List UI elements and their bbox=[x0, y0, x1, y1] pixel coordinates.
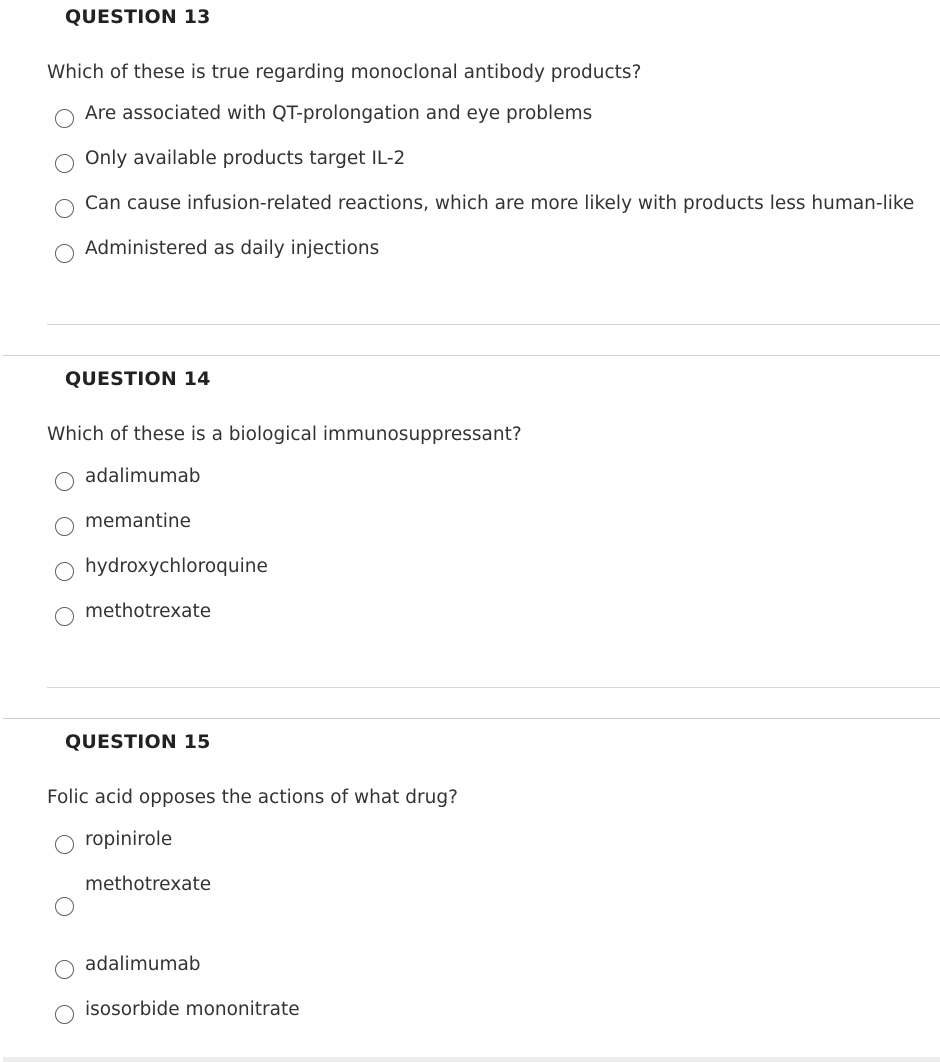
radio-button[interactable] bbox=[55, 960, 74, 979]
option-label[interactable]: isosorbide mononitrate bbox=[85, 999, 300, 1020]
option-label[interactable]: methotrexate bbox=[85, 874, 212, 895]
question-text: Folic acid opposes the actions of what drug? bbox=[47, 787, 458, 808]
question-title: QUESTION 13 bbox=[65, 6, 211, 28]
question-text: Which of these is true regarding monoclonal antibody products? bbox=[47, 62, 642, 83]
option-label[interactable]: Administered as daily injections bbox=[85, 238, 380, 259]
divider bbox=[47, 324, 940, 325]
radio-button[interactable] bbox=[55, 199, 74, 218]
question-title: QUESTION 15 bbox=[65, 731, 211, 753]
question-title: QUESTION 14 bbox=[65, 368, 211, 390]
radio-button[interactable] bbox=[55, 897, 74, 916]
option-label[interactable]: hydroxychloroquine bbox=[85, 556, 268, 577]
option-label[interactable]: Are associated with QT-prolongation and eye problems bbox=[85, 103, 593, 124]
radio-button[interactable] bbox=[55, 1005, 74, 1024]
radio-button[interactable] bbox=[55, 835, 74, 854]
radio-button[interactable] bbox=[55, 109, 74, 128]
question-text: Which of these is a biological immunosuppressant? bbox=[47, 424, 522, 445]
option-label[interactable]: Only available products target IL-2 bbox=[85, 148, 406, 169]
option-label[interactable]: Can cause infusion-related reactions, which are more likely with products less human-like bbox=[85, 193, 915, 214]
radio-button[interactable] bbox=[55, 517, 74, 536]
divider bbox=[47, 687, 940, 688]
radio-button[interactable] bbox=[55, 244, 74, 263]
option-label[interactable]: methotrexate bbox=[85, 601, 212, 622]
question-separator bbox=[3, 355, 940, 356]
radio-button[interactable] bbox=[55, 472, 74, 491]
option-label[interactable]: memantine bbox=[85, 511, 191, 532]
option-label[interactable]: adalimumab bbox=[85, 466, 201, 487]
radio-button[interactable] bbox=[55, 154, 74, 173]
option-label[interactable]: adalimumab bbox=[85, 954, 201, 975]
question-separator bbox=[3, 718, 940, 719]
radio-button[interactable] bbox=[55, 562, 74, 581]
radio-button[interactable] bbox=[55, 607, 74, 626]
option-label[interactable]: ropinirole bbox=[85, 829, 173, 850]
bottom-divider bbox=[3, 1057, 940, 1062]
